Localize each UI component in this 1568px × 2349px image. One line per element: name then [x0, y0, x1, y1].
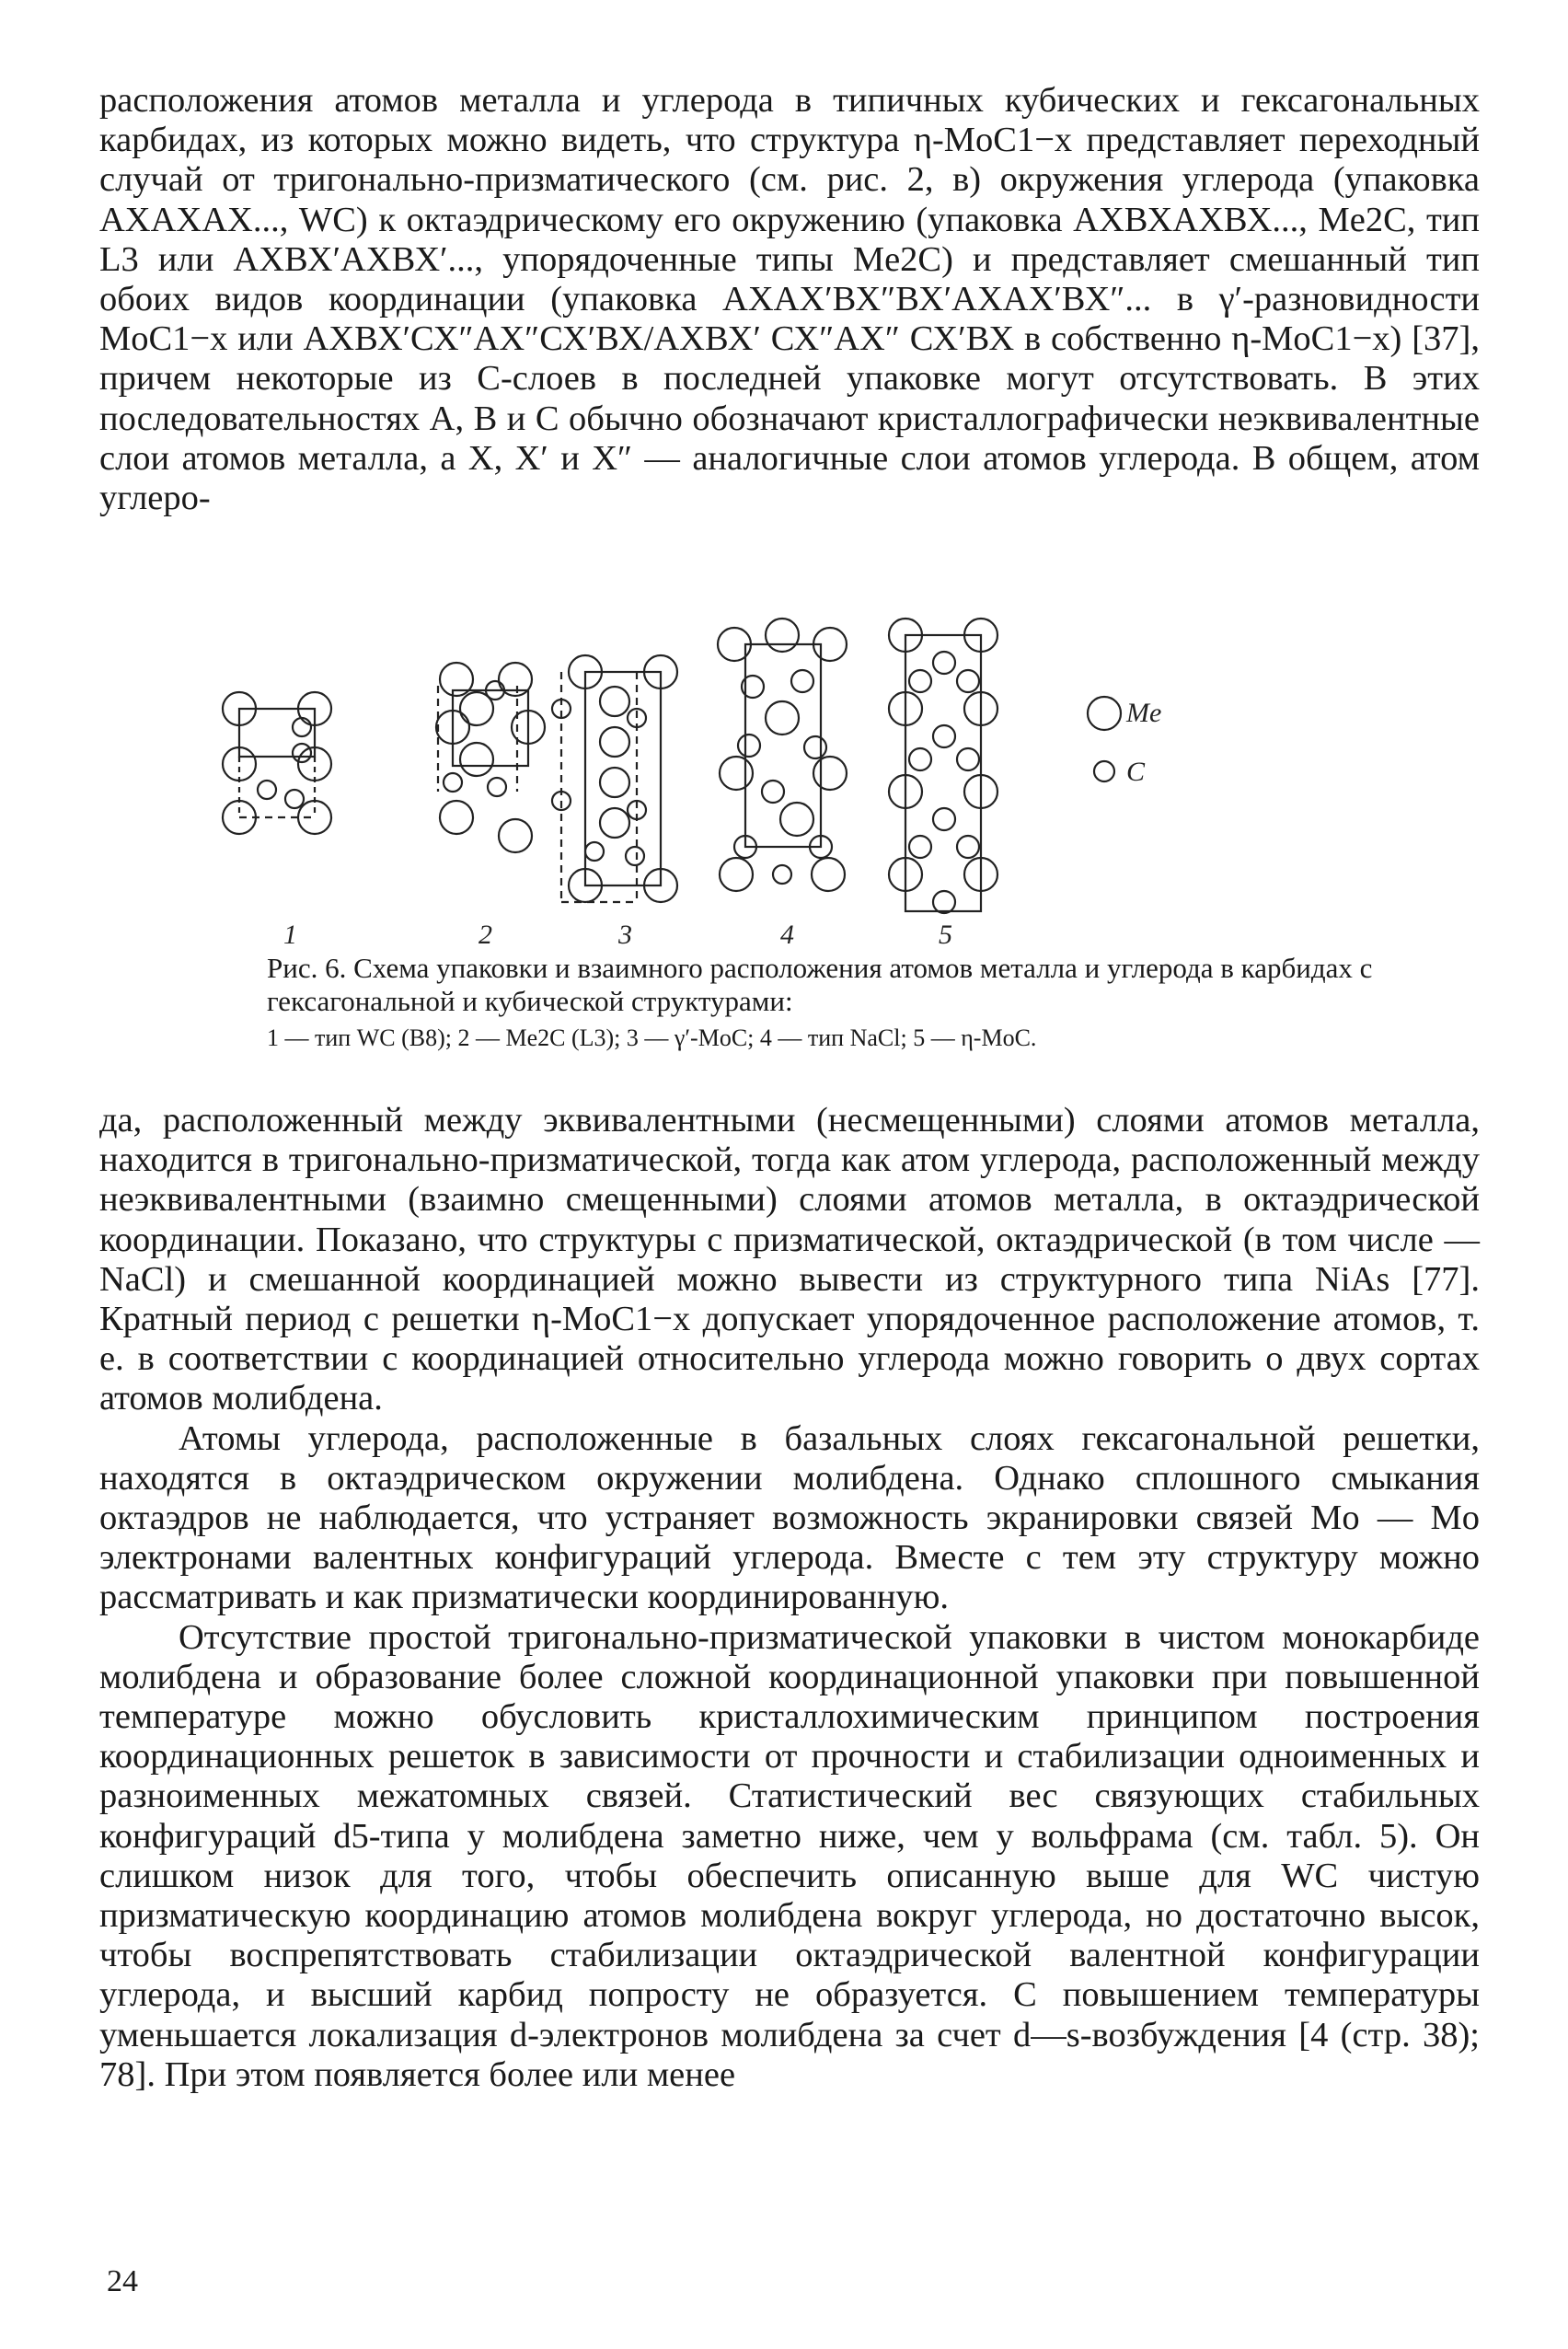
panel-3-diagram [552, 655, 677, 902]
figure-caption: Рис. 6. Схема упаковки и взаимного расположения атомов металла и углерода в карбидах с гексагональной и кубической структурами: [267, 952, 1373, 1017]
legend-me-label: Me [1126, 698, 1162, 728]
paragraph-top [99, 81, 1480, 518]
panel-label-4: 4 [780, 920, 794, 948]
legend-c-label: C [1126, 757, 1146, 787]
panel-1-diagram [223, 692, 331, 834]
paragraphs-bottom [99, 1101, 1480, 2095]
panel-label-2: 2 [478, 920, 492, 948]
paragraph: да, расположенный между эквивалентными (несмещенными) слоями атомов металла, находится в тригонально-призматической, тогда как атом углерода, расположенный между неэквивалентными (взаимно смещенными) слоями атомов металла, в октаэдрической координации. Показано, что структуры с призматической, октаэдрической (в том числе — NaCl) и смешанной координацией можно вывести из структурного типа NiAs [77]. Кратный период c решетки η-MoC1−x допускает упорядоченное расположение атомов, т. е. в соответствии с координацией относительно углерода можно говорить о двух сортах атомов молибдена. [99, 1101, 1480, 1418]
page-number: 24 [107, 2264, 138, 2298]
panel-4-diagram [718, 619, 847, 891]
packing-diagram [184, 598, 1380, 948]
panel-2-diagram [436, 663, 545, 852]
paragraph: расположения атомов металла и углерода в типичных кубических и гексагональных карбидах, из которых можно видеть, что структура η-MoC1−x представляет переходный случай от тригонально-призматического (см. рис. 2, в) окружения углерода (упаковка АХАХАХ..., WC) к октаэдрическому его окружению (упаковка АХВХАХВХ..., Me2C, тип L3 или АХВХ′АХВХ′..., упорядоченные типы Me2C) и представляет смешанный тип обоих видов координации (упаковка АХАХ′ВХ″ВХ′АХАХ′ВХ″... в γ′-разновидности MoC1−x или АХВХ′СХ″АХ″СХ′ВХ/АХВХ′ СХ″АХ″ СХ′ВХ в собственно η-MoC1−x) [37], причем некоторые из С-слоев в последней упаковке могут отсутствовать. В этих последовательностях А, В и С обычно обозначают кристаллографически неэквивалентные слои атомов металла, а Х, Х′ и Х″ — аналогичные слои атомов углерода. В общем, атом углеро- [99, 81, 1481, 518]
paragraph: Атомы углерода, расположенные в базальных слоях гексагональной решетки, находятся в октаэдрическом окружении молибдена. Однако сплошного смыкания октаэдров не наблюдается, что устраняет возможность экранировки связей Mo — Mo электронами валентных конфигураций углерода. Вместе с тем эту структуру можно рассматривать и как призматически координированную. [99, 1418, 1480, 1617]
panel-label-1: 1 [283, 920, 297, 948]
figure-caption-legend: 1 — тип WC (B8); 2 — Me2C (L3); 3 — γ′-MoC; 4 — тип NaCl; 5 — η-MoC. [267, 1024, 1037, 1051]
legend-c-symbol [1094, 761, 1114, 781]
panel-label-5: 5 [939, 920, 952, 948]
panel-label-3: 3 [618, 920, 632, 948]
panel-5-diagram [889, 619, 997, 913]
figure-6 [184, 598, 1380, 948]
paragraph: Отсутствие простой тригонально-призматической упаковки в чистом монокарбиде молибдена и образование более сложной координационной упаковки при повышенной температуре можно обусловить кристаллохимическим принципом построения координационных решеток в зависимости от прочности и стабилизации одноименных и разноименных межатомных связей. Статистический вес связующих стабильных конфигураций d5-типа у молибдена заметно ниже, чем у вольфрама (см. табл. 5). Он слишком низок для того, чтобы обеспечить описанную выше для WC чистую призматическую координацию атомов молибдена вокруг углерода, но достаточно высок, чтобы воспрепятствовать стабилизации октаэдрической валентной конфигурации углерода, и высший карбид попросту не образуется. С повышением температуры уменьшается локализация d-электронов молибдена за счет d—s-возбуждения [4 (стр. 38); 78]. При этом появляется более или менее [99, 1617, 1480, 2094]
legend-me-symbol [1088, 697, 1121, 730]
